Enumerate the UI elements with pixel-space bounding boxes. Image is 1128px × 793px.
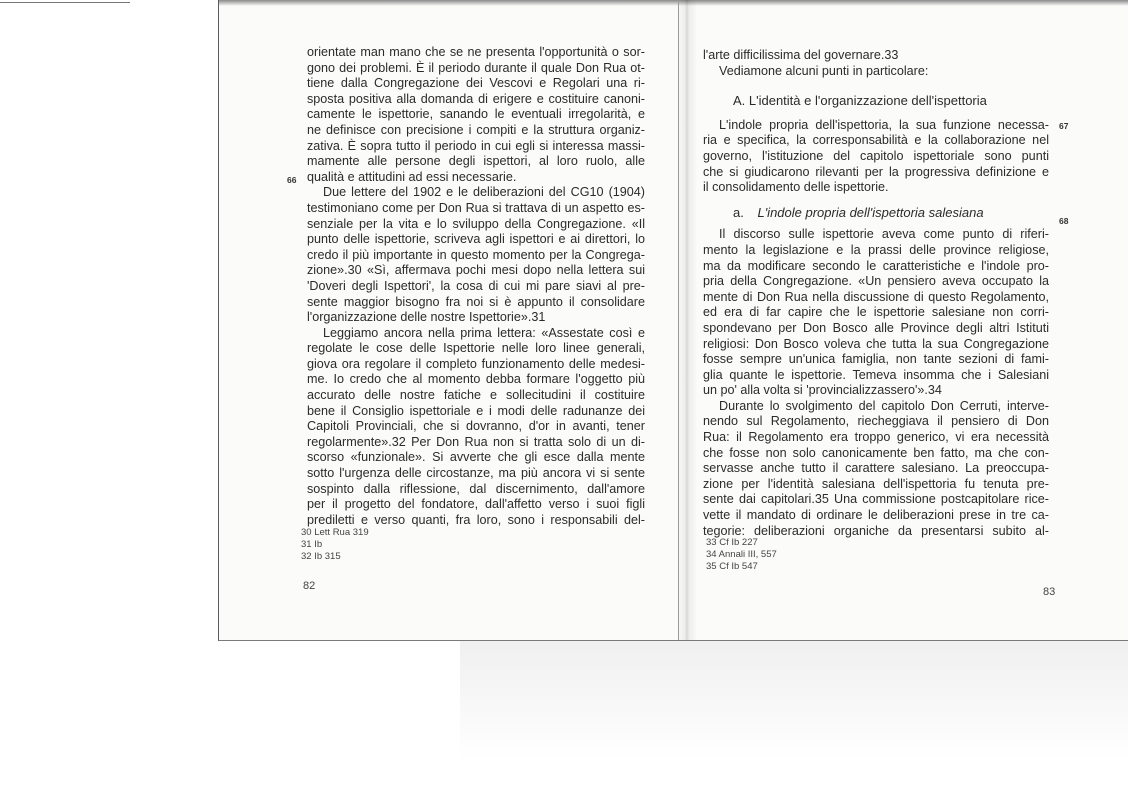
text-line: un po' alla volta si 'provincializzassero'».34	[703, 383, 942, 398]
text-line: L'indole propria dell'ispettoria, la sua funzione necessa-	[719, 117, 1049, 132]
text-line: regolarmente».32 Per Don Rua non si tratta solo di un di-	[307, 434, 645, 449]
subsection-title: L'indole propria dell'ispettoria salesiana	[757, 204, 984, 220]
text-line: Rua: il Regolamento era troppo generico, vi era necessità	[703, 430, 1049, 445]
book-top-edge	[219, 0, 1128, 6]
footnote: 31 Ib	[301, 539, 323, 550]
text-line: mente di Don Rua nella discussione di questo Regolamento,	[703, 289, 1049, 304]
text-line: ed era di far capire che le ispettorie salesiane non corri-	[703, 305, 1049, 320]
text-line: gono dei problemi. È il periodo durante il quale Don Rua ot-	[307, 60, 645, 75]
text-line: sente maggior bisogno fra noi si è appunto il consolidare	[307, 294, 645, 309]
text-line: orientate man mano che se ne presenta l'opportunità o sor-	[307, 45, 645, 59]
right-footnotes	[706, 537, 777, 573]
gutter-line	[678, 0, 679, 640]
subsection-heading	[733, 205, 1049, 221]
right-page-text	[703, 48, 1049, 539]
text-line: Capitoli Provinciali, che si dovranno, d'or in avanti, tener	[307, 419, 645, 434]
text-line: sospinto dalla riflessione, dal discernimento, dall'amore	[307, 481, 645, 496]
text-line: Leggiamo ancora nella prima lettera: «Assestate così e	[323, 325, 645, 340]
text-line: servasse anche tutto il carattere salesiano. La preoccupa-	[703, 461, 1049, 476]
page-number-right: 83	[1043, 586, 1056, 598]
text-line: testimoniano come per Don Rua si trattava di un aspetto es-	[307, 200, 645, 215]
open-book	[218, 0, 1128, 641]
text-line: punto delle ispettorie, scriveva agli ispettori e ai direttori, lo	[307, 232, 645, 247]
text-line: zativa. È sopra tutto il periodo in cui egli si interessa massi-	[307, 138, 645, 153]
text-line: prediletti e verso quanti, fra loro, sono i responsabili del-	[307, 512, 645, 527]
text-line: zione».30 «Sì, affermava pochi mesi dopo nella lettera sui	[307, 263, 645, 278]
text-line: Due lettere del 1902 e le deliberazioni del CG10 (1904)	[323, 185, 645, 200]
text-line: tiene dalla Congregazione dei Vescovi e Regolari una ri-	[307, 76, 645, 91]
text-line: giova ora regolare il completo funzionamento delle medesi-	[307, 356, 645, 371]
text-line: che fosse non solo canonicamente ben fatto, ma che con-	[703, 445, 1049, 460]
text-line: bene il Consiglio ispettoriale e i modi delle radunanze dei	[307, 403, 645, 418]
text-line: ria e specifica, la corresponsabilità e la collaborazione nel	[703, 133, 1049, 148]
text-line: regolate le cose delle Ispettorie nelle loro linee generali,	[307, 341, 645, 356]
text-line: governo, l'istituzione del capitolo ispettoriale sono punti	[703, 148, 1049, 163]
left-footnotes	[301, 527, 369, 563]
text-line: pria della Congregazione. «Un pensiero aveva occupato la	[703, 274, 1049, 289]
text-line: sente dai capitolari.35 Una commissione postcapitolare rice-	[703, 492, 1049, 507]
text-line: Il discorso sulle ispettorie aveva come punto di riferi-	[719, 227, 1049, 242]
text-line: camente le ispettorie, sanando le eventuali irregolarità, e	[307, 107, 645, 122]
text-line: ma da modificare secondo le caratteristiche e l'indole pro-	[703, 258, 1049, 273]
text-line: spondevano per Don Bosco alle Province degli altri Istituti	[703, 320, 1049, 335]
text-line: Vediamone alcuni punti in particolare:	[719, 63, 929, 78]
footnote: 33 Cf Ib 227	[706, 537, 758, 548]
text-line: credo il più importante in questo momento per la Congrega-	[307, 247, 645, 262]
footnote: 34 Annali III, 557	[706, 549, 777, 560]
footnote: 32 Ib 315	[301, 551, 341, 562]
text-line: scorso «funzionale». Si avverte che gli esce dalla mente	[307, 450, 645, 465]
text-line: fosse sempre un'unica famiglia, non tante sezioni di fami-	[703, 352, 1049, 367]
margin-number: 68	[1059, 216, 1069, 226]
margin-number: 67	[1059, 121, 1069, 131]
text-line: l'arte difficilissima del governare.33	[703, 48, 899, 62]
text-line: vette il mandato di ordinare le deliberazioni prese in tre ca-	[703, 508, 1049, 523]
text-line: Durante lo svolgimento del capitolo Don Cerruti, interve-	[719, 398, 1049, 413]
text-line: tegorie: deliberazioni organiche da presentarsi subito al-	[703, 523, 1049, 538]
text-line: zione per l'identità salesiana dell'ispettoria fu tenuta pre-	[703, 476, 1049, 491]
text-line: accurato delle nostre fatiche e sollecitudini il costituire	[307, 388, 645, 403]
subsection-letter: a.	[733, 204, 744, 220]
text-line: per il progetto del fondatore, dall'affetto verso i suoi figli	[307, 497, 645, 512]
text-line: sotto l'urgenza delle circostanze, ma più ancora vi si sente	[307, 466, 645, 481]
section-heading-a: A. L'identità e l'organizzazione dell'ispettoria	[733, 93, 987, 109]
text-line: senziale per la vita e lo sviluppo della Congregazione. «Il	[307, 216, 645, 231]
page-number-left: 82	[303, 580, 316, 592]
text-line: il consolidamento delle ispettorie.	[703, 180, 889, 195]
text-line: qualità e attitudini ad essi necessarie.	[307, 169, 517, 184]
text-line: 'Doveri degli Ispettori', la cosa di cui mi pare siavi al pre-	[307, 278, 645, 293]
text-line: nendo sul Regolamento, riecheggiava il pensiero di Don	[703, 414, 1049, 429]
left-page-text	[307, 45, 645, 528]
text-line: che si giudicarono rilevanti per la progressiva definizione e	[703, 164, 1049, 179]
scan-edge-line	[0, 2, 130, 3]
book-gutter	[677, 0, 697, 640]
footnote: 30 Lett Rua 319	[301, 527, 369, 538]
margin-number: 66	[287, 175, 297, 185]
text-line: mamente alle persone degli ispettori, al loro ruolo, alle	[307, 154, 645, 169]
text-line: glia quante le ispettorie. Temeva insomma che i Salesiani	[703, 367, 1049, 382]
text-line: sposta positiva alla domanda di erigere e costituire canoni-	[307, 91, 645, 106]
text-line: l'organizzazione delle nostre Ispettorie».31	[307, 310, 546, 325]
text-line: ne definisce con precisione i compiti e la struttura organiz-	[307, 122, 645, 137]
text-line: mento la legislazione e la prassi delle province religiose,	[703, 242, 1049, 257]
text-line: me. Io credo che al momento debba formare l'oggetto più	[307, 372, 645, 387]
book-shadow	[460, 641, 1128, 761]
footnote: 35 Cf Ib 547	[706, 561, 758, 572]
text-line: religiosi: Don Bosco voleva che tutta la sua Congregazione	[703, 336, 1049, 351]
